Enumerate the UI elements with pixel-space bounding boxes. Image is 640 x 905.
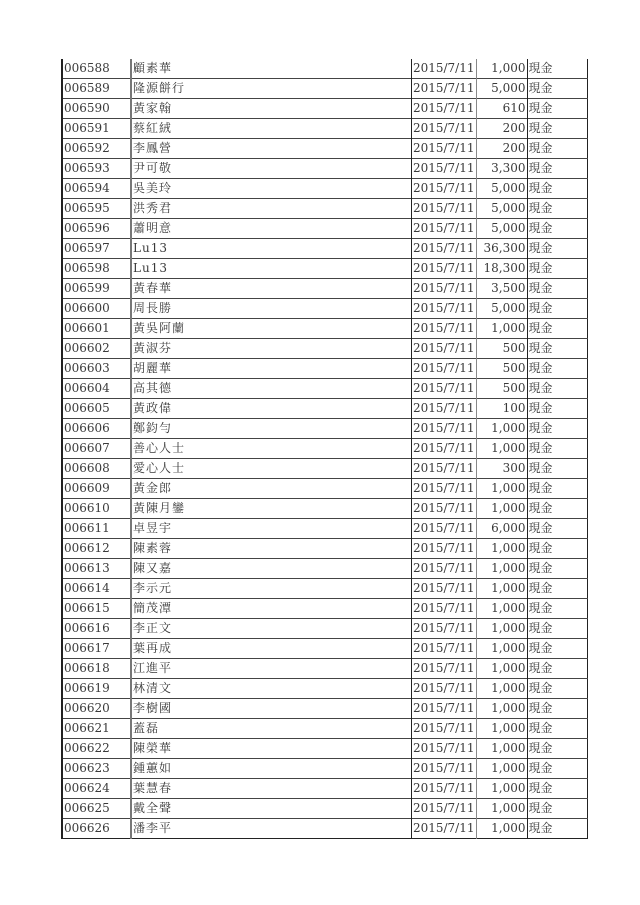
amount-cell: 1,000 — [476, 599, 527, 619]
amount-cell: 1,000 — [476, 779, 527, 799]
table-row — [62, 599, 587, 619]
table-row — [62, 439, 587, 459]
donor-name-cell: 林清文 — [131, 679, 411, 699]
amount-cell: 6,000 — [476, 519, 527, 539]
payment-method-cell: 現金 — [527, 419, 587, 439]
receipt-id-cell: 006606 — [62, 419, 131, 439]
amount-cell: 3,500 — [476, 279, 527, 299]
ledger-body — [62, 59, 587, 839]
table-row — [62, 419, 587, 439]
payment-method-cell: 現金 — [527, 179, 587, 199]
donor-name-cell: 蔡紅絨 — [131, 119, 411, 139]
date-cell: 2015/7/11 — [411, 539, 476, 559]
amount-cell: 1,000 — [476, 419, 527, 439]
payment-method-cell: 現金 — [527, 479, 587, 499]
amount-cell: 1,000 — [476, 699, 527, 719]
donor-name-cell: 周長勝 — [131, 299, 411, 319]
payment-method-cell: 現金 — [527, 619, 587, 639]
payment-method-cell: 現金 — [527, 199, 587, 219]
donor-name-cell: 蓋磊 — [131, 719, 411, 739]
amount-cell: 1,000 — [476, 319, 527, 339]
date-cell: 2015/7/11 — [411, 319, 476, 339]
payment-method-cell: 現金 — [527, 439, 587, 459]
date-cell: 2015/7/11 — [411, 179, 476, 199]
table-row — [62, 199, 587, 219]
receipt-id-cell: 006594 — [62, 179, 131, 199]
amount-cell: 1,000 — [476, 639, 527, 659]
date-cell: 2015/7/11 — [411, 359, 476, 379]
date-cell: 2015/7/11 — [411, 699, 476, 719]
amount-cell: 1,000 — [476, 759, 527, 779]
amount-cell: 1,000 — [476, 819, 527, 839]
table-row — [62, 159, 587, 179]
table-row — [62, 759, 587, 779]
payment-method-cell: 現金 — [527, 339, 587, 359]
table-row — [62, 259, 587, 279]
receipt-id-cell: 006615 — [62, 599, 131, 619]
table-row — [62, 79, 587, 99]
donor-name-cell: 李正文 — [131, 619, 411, 639]
table-row — [62, 99, 587, 119]
amount-cell: 500 — [476, 379, 527, 399]
date-cell: 2015/7/11 — [411, 619, 476, 639]
table-row — [62, 739, 587, 759]
date-cell: 2015/7/11 — [411, 719, 476, 739]
amount-cell: 5,000 — [476, 219, 527, 239]
date-cell: 2015/7/11 — [411, 199, 476, 219]
amount-cell: 1,000 — [476, 439, 527, 459]
receipt-id-cell: 006599 — [62, 279, 131, 299]
receipt-id-cell: 006591 — [62, 119, 131, 139]
donor-name-cell: 李鳳營 — [131, 139, 411, 159]
table-row — [62, 519, 587, 539]
amount-cell: 1,000 — [476, 619, 527, 639]
table-row — [62, 279, 587, 299]
date-cell: 2015/7/11 — [411, 779, 476, 799]
receipt-id-cell: 006588 — [64, 61, 110, 75]
receipt-id-cell: 006604 — [62, 379, 131, 399]
payment-method-cell: 現金 — [527, 259, 587, 279]
receipt-id-cell: 006622 — [62, 739, 131, 759]
amount-cell: 5,000 — [476, 79, 527, 99]
date-cell: 2015/7/11 — [411, 299, 476, 319]
amount-cell: 1,000 — [476, 719, 527, 739]
payment-method-cell: 現金 — [527, 499, 587, 519]
amount-cell: 500 — [476, 339, 527, 359]
date-cell: 2015/7/11 — [411, 99, 476, 119]
date-cell: 2015/7/11 — [411, 279, 476, 299]
amount-cell: 36,300 — [476, 239, 527, 259]
receipt-id-cell: 006616 — [62, 619, 131, 639]
payment-method-cell: 現金 — [527, 639, 587, 659]
payment-method-cell: 現金 — [527, 679, 587, 699]
donor-name-cell: 鍾蕙如 — [131, 759, 411, 779]
amount-cell: 1,000 — [476, 579, 527, 599]
date-cell: 2015/7/11 — [411, 379, 476, 399]
payment-method-cell: 現金 — [527, 539, 587, 559]
receipt-id-cell: 006621 — [62, 719, 131, 739]
table-row — [62, 139, 587, 159]
payment-method-cell: 現金 — [527, 159, 587, 179]
receipt-id-cell: 006601 — [62, 319, 131, 339]
date-cell: 2015/7/11 — [411, 739, 476, 759]
receipt-id-cell: 006625 — [62, 799, 131, 819]
payment-method-cell: 現金 — [527, 799, 587, 819]
payment-method-cell: 現金 — [527, 59, 587, 79]
donor-name-cell: 簡茂潭 — [131, 599, 411, 619]
receipt-id-cell: 006612 — [62, 539, 131, 559]
date-cell: 2015/7/11 — [411, 239, 476, 259]
table-row — [62, 59, 587, 79]
donor-name-cell: 鄭鈞勻 — [131, 419, 411, 439]
receipt-id-cell: 006624 — [62, 779, 131, 799]
table-row — [62, 779, 587, 799]
donor-name-cell: 黃春華 — [131, 279, 411, 299]
receipt-id-cell: 006593 — [62, 159, 131, 179]
table-row — [62, 359, 587, 379]
amount-cell: 200 — [476, 139, 527, 159]
receipt-id-cell: 006618 — [62, 659, 131, 679]
receipt-id-cell: 006589 — [62, 79, 131, 99]
amount-cell: 1,000 — [476, 59, 527, 79]
date-cell: 2015/7/11 — [411, 819, 476, 839]
table-row — [62, 659, 587, 679]
amount-cell: 300 — [476, 459, 527, 479]
donor-name-cell: 胡麗華 — [131, 359, 411, 379]
donor-name-cell: 黃家翰 — [131, 99, 411, 119]
table-row — [62, 719, 587, 739]
payment-method-cell: 現金 — [527, 819, 587, 839]
date-cell: 2015/7/11 — [411, 759, 476, 779]
date-cell: 2015/7/11 — [411, 259, 476, 279]
table-row — [62, 639, 587, 659]
donor-name-cell: 吳美玲 — [131, 179, 411, 199]
date-cell: 2015/7/11 — [411, 639, 476, 659]
table-row — [62, 479, 587, 499]
amount-cell: 3,300 — [476, 159, 527, 179]
date-cell: 2015/7/11 — [411, 599, 476, 619]
table-row — [62, 499, 587, 519]
payment-method-cell: 現金 — [527, 559, 587, 579]
amount-cell: 1,000 — [476, 679, 527, 699]
table-row — [62, 239, 587, 259]
donor-name-cell: 卓昱宇 — [131, 519, 411, 539]
table-row — [62, 299, 587, 319]
receipt-id-cell: 006626 — [62, 819, 131, 839]
table-row — [62, 399, 587, 419]
donor-name-cell: Lu13 — [131, 239, 411, 259]
amount-cell: 200 — [476, 119, 527, 139]
payment-method-cell: 現金 — [527, 599, 587, 619]
payment-method-cell: 現金 — [527, 519, 587, 539]
amount-cell: 5,000 — [476, 179, 527, 199]
date-cell: 2015/7/11 — [411, 219, 476, 239]
receipt-id-cell: 006592 — [62, 139, 131, 159]
receipt-id-cell: 006597 — [62, 239, 131, 259]
receipt-id-cell: 006596 — [62, 219, 131, 239]
date-cell: 2015/7/11 — [411, 579, 476, 599]
date-cell: 2015/7/11 — [411, 59, 476, 79]
payment-method-cell: 現金 — [527, 219, 587, 239]
amount-cell: 18,300 — [476, 259, 527, 279]
donor-name-cell: 高其德 — [131, 379, 411, 399]
date-cell: 2015/7/11 — [411, 439, 476, 459]
receipt-id-cell: 006602 — [62, 339, 131, 359]
table-row — [62, 619, 587, 639]
donor-name-cell: 陳榮華 — [131, 739, 411, 759]
table-row — [62, 179, 587, 199]
donor-name-cell: 黃淑芬 — [131, 339, 411, 359]
payment-method-cell: 現金 — [527, 279, 587, 299]
amount-cell: 610 — [476, 99, 527, 119]
table-row — [62, 799, 587, 819]
date-cell: 2015/7/11 — [411, 519, 476, 539]
donor-name-cell: 善心人士 — [131, 439, 411, 459]
donor-name-cell: 戴全聲 — [131, 799, 411, 819]
payment-method-cell: 現金 — [527, 579, 587, 599]
receipt-id-cell: 006614 — [62, 579, 131, 599]
date-cell: 2015/7/11 — [411, 139, 476, 159]
receipt-id-cell: 006598 — [62, 259, 131, 279]
table-row — [62, 459, 587, 479]
receipt-id-cell: 006617 — [62, 639, 131, 659]
payment-method-cell: 現金 — [527, 459, 587, 479]
payment-method-cell: 現金 — [527, 319, 587, 339]
payment-method-cell: 現金 — [527, 139, 587, 159]
table-row — [62, 819, 587, 839]
payment-method-cell: 現金 — [527, 239, 587, 259]
date-cell: 2015/7/11 — [411, 79, 476, 99]
date-cell: 2015/7/11 — [411, 679, 476, 699]
table-row — [62, 119, 587, 139]
date-cell: 2015/7/11 — [411, 399, 476, 419]
date-cell: 2015/7/11 — [411, 159, 476, 179]
payment-method-cell: 現金 — [527, 739, 587, 759]
donor-name-cell: 潘李平 — [131, 819, 411, 839]
amount-cell: 500 — [476, 359, 527, 379]
amount-cell: 1,000 — [476, 559, 527, 579]
receipt-id-cell: 006619 — [62, 679, 131, 699]
amount-cell: 1,000 — [476, 539, 527, 559]
date-cell: 2015/7/11 — [411, 459, 476, 479]
amount-cell: 5,000 — [476, 199, 527, 219]
donor-name-cell: 黃陳月鑾 — [131, 499, 411, 519]
donation-ledger-table — [61, 59, 588, 839]
donor-name-cell: 葉慧春 — [131, 779, 411, 799]
donor-name-cell: Lu13 — [131, 259, 411, 279]
amount-cell: 1,000 — [476, 799, 527, 819]
amount-cell: 1,000 — [476, 659, 527, 679]
donor-name-cell: 隆源餅行 — [131, 79, 411, 99]
date-cell: 2015/7/11 — [411, 419, 476, 439]
donor-name-cell: 陳素蓉 — [131, 539, 411, 559]
payment-method-cell: 現金 — [527, 99, 587, 119]
receipt-id-cell: 006603 — [62, 359, 131, 379]
payment-method-cell: 現金 — [527, 79, 587, 99]
date-cell: 2015/7/11 — [411, 799, 476, 819]
table-row — [62, 379, 587, 399]
payment-method-cell: 現金 — [527, 719, 587, 739]
table-row — [62, 219, 587, 239]
receipt-id-cell: 006611 — [62, 519, 131, 539]
donor-name-cell: 黃政偉 — [131, 399, 411, 419]
amount-cell: 1,000 — [476, 479, 527, 499]
receipt-id-cell: 006609 — [62, 479, 131, 499]
donor-name-cell: 江進平 — [131, 659, 411, 679]
table-row — [62, 699, 587, 719]
payment-method-cell: 現金 — [527, 359, 587, 379]
donor-name-cell: 李示元 — [131, 579, 411, 599]
amount-cell: 1,000 — [476, 499, 527, 519]
receipt-id-cell: 006600 — [62, 299, 131, 319]
donor-name-cell: 葉再成 — [131, 639, 411, 659]
amount-cell: 5,000 — [476, 299, 527, 319]
amount-cell: 1,000 — [476, 739, 527, 759]
payment-method-cell: 現金 — [527, 379, 587, 399]
donor-name-cell: 洪秀君 — [131, 199, 411, 219]
date-cell: 2015/7/11 — [411, 479, 476, 499]
donor-name-cell: 愛心人士 — [131, 459, 411, 479]
payment-method-cell: 現金 — [527, 779, 587, 799]
receipt-id-cell: 006620 — [62, 699, 131, 719]
payment-method-cell: 現金 — [527, 699, 587, 719]
table-row — [62, 319, 587, 339]
donor-name-cell: 李樹國 — [131, 699, 411, 719]
date-cell: 2015/7/11 — [411, 339, 476, 359]
payment-method-cell: 現金 — [527, 399, 587, 419]
receipt-id-cell: 006608 — [62, 459, 131, 479]
payment-method-cell: 現金 — [527, 299, 587, 319]
receipt-id-cell: 006613 — [62, 559, 131, 579]
table-row — [62, 539, 587, 559]
receipt-id-cell: 006605 — [62, 399, 131, 419]
donor-name-cell: 黃吳阿蘭 — [131, 319, 411, 339]
donor-name-cell: 黃金郎 — [131, 479, 411, 499]
receipt-id-cell: 006623 — [62, 759, 131, 779]
date-cell: 2015/7/11 — [411, 499, 476, 519]
donor-name-cell: 陳又嘉 — [131, 559, 411, 579]
receipt-id-cell: 006590 — [62, 99, 131, 119]
amount-cell: 100 — [476, 399, 527, 419]
table-row — [62, 579, 587, 599]
date-cell: 2015/7/11 — [411, 559, 476, 579]
donor-name-cell: 尹可敬 — [131, 159, 411, 179]
date-cell: 2015/7/11 — [411, 659, 476, 679]
donor-name-cell: 顧素華 — [131, 59, 411, 79]
table-row — [62, 679, 587, 699]
table-row — [62, 559, 587, 579]
receipt-id-cell: 006607 — [62, 439, 131, 459]
payment-method-cell: 現金 — [527, 119, 587, 139]
payment-method-cell: 現金 — [527, 759, 587, 779]
donor-name-cell: 蕭明意 — [131, 219, 411, 239]
receipt-id-cell: 006610 — [62, 499, 131, 519]
table-row — [62, 339, 587, 359]
date-cell: 2015/7/11 — [411, 119, 476, 139]
payment-method-cell: 現金 — [527, 659, 587, 679]
receipt-id-cell: 006595 — [62, 199, 131, 219]
